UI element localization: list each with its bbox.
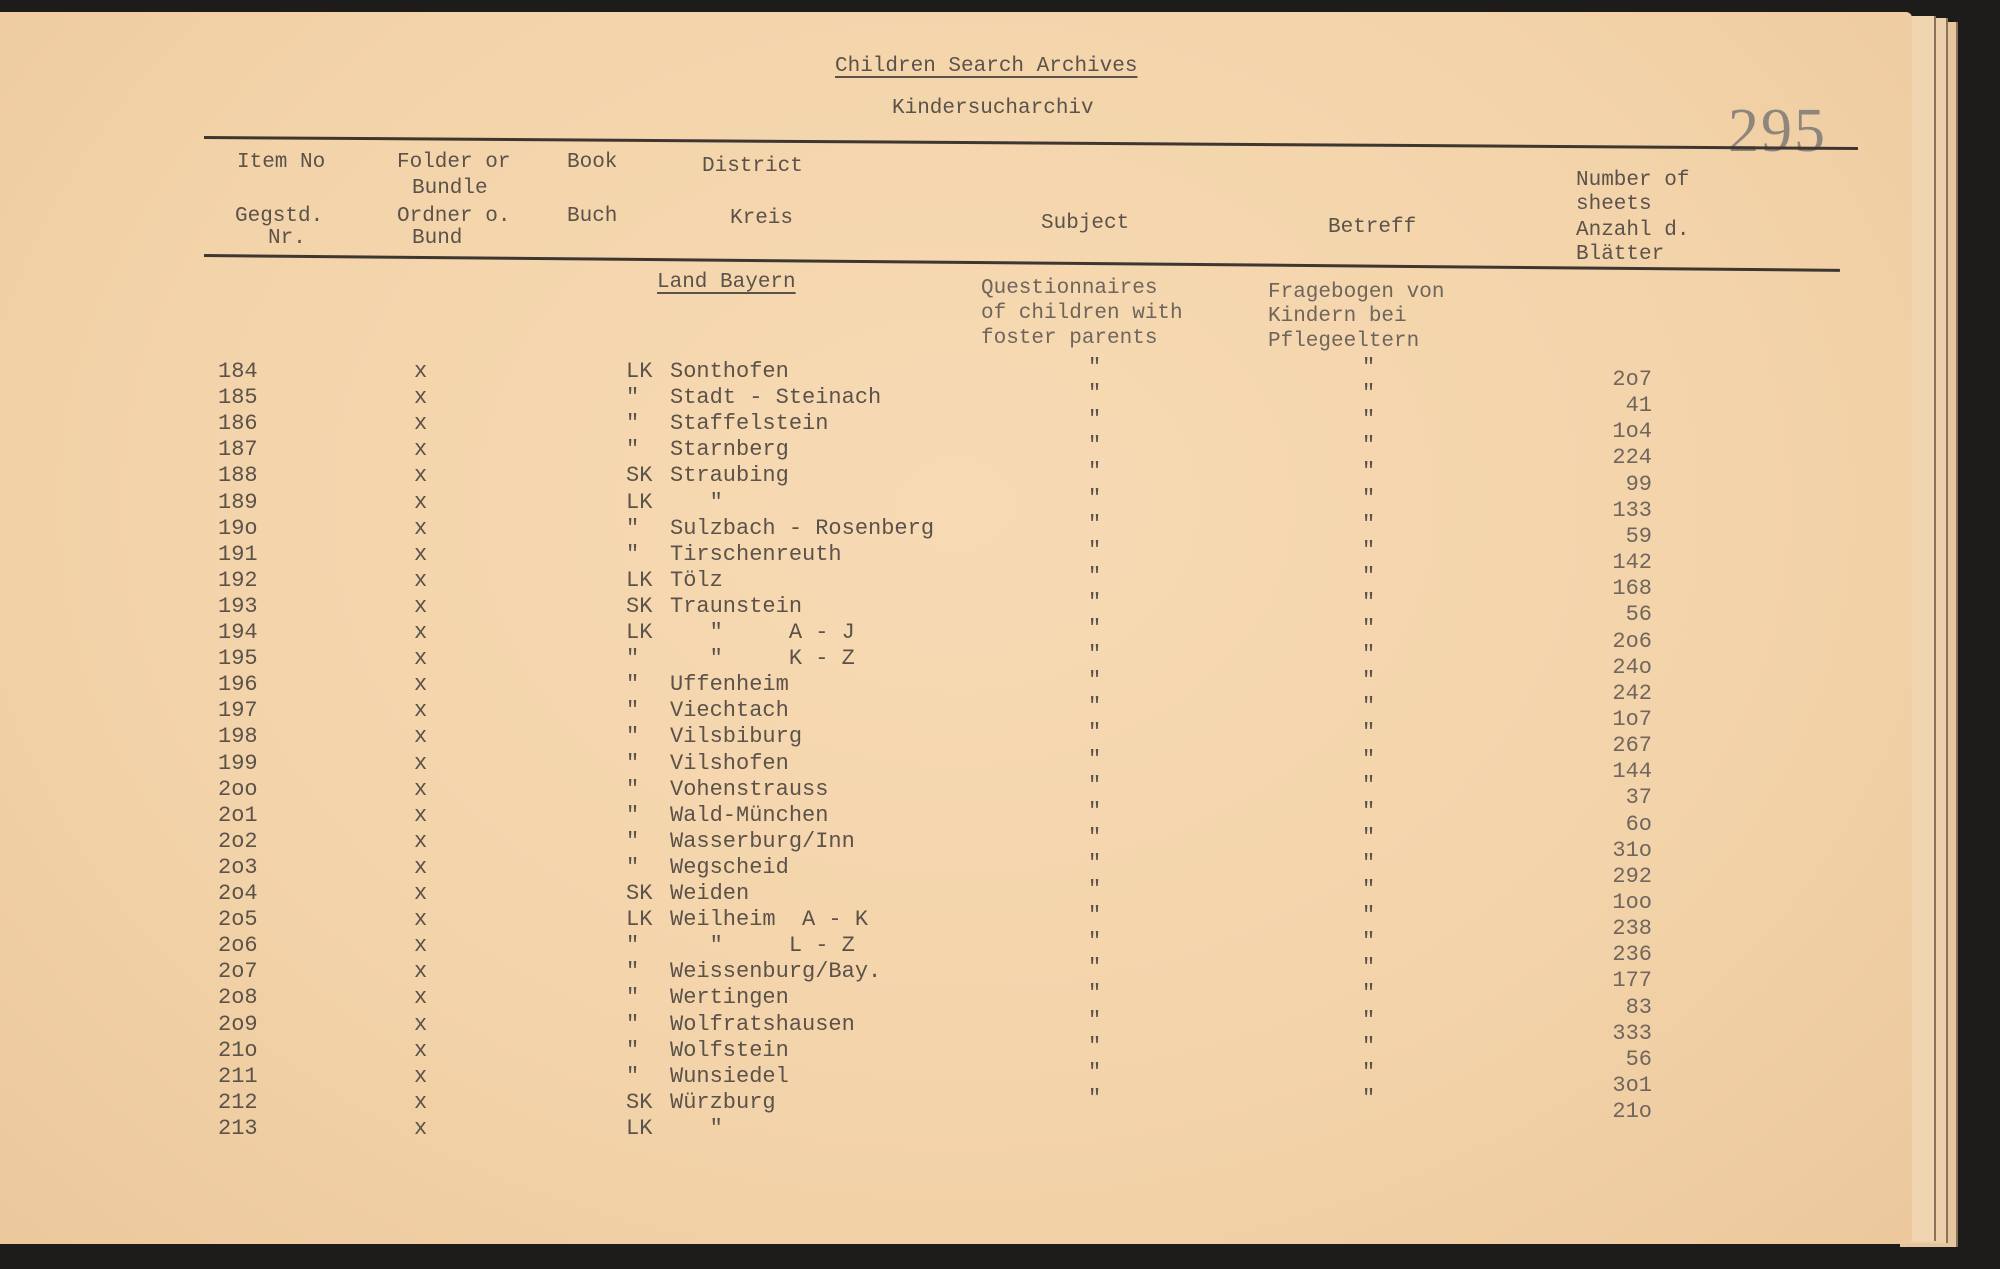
sheet-count: 3o1 <box>1612 1073 1652 1099</box>
folder-mark: x <box>414 985 428 1011</box>
column-header-betreff: Betreff <box>1328 216 1417 239</box>
district-type: " <box>626 698 640 724</box>
folder-mark: x <box>414 1063 428 1089</box>
item-number: 185 <box>218 385 258 411</box>
folder-mark: x <box>414 750 428 776</box>
document-title: Children Search Archives <box>835 55 1138 78</box>
subject-ditto: " <box>1088 355 1102 380</box>
folder-mark: x <box>414 463 428 489</box>
district-name: " <box>670 489 723 515</box>
sheet-count: 144 <box>1612 759 1652 785</box>
column-header-book: Book <box>567 151 618 174</box>
subject-ditto: " <box>1088 903 1102 929</box>
district-name: Wolfratshausen <box>670 1011 855 1037</box>
sheet-count: 333 <box>1612 1020 1652 1046</box>
column-header-subject: Subject <box>1041 212 1130 235</box>
sheet-count: 168 <box>1612 576 1652 602</box>
subject-ditto: " <box>1088 1059 1102 1085</box>
sheet-count: 133 <box>1612 497 1652 523</box>
betreff-ditto: " <box>1362 459 1376 485</box>
district-name: Wunsiedel <box>670 1063 789 1089</box>
betreff-ditto: " <box>1362 955 1376 981</box>
subject-ditto: " <box>1088 824 1102 850</box>
column-header-folder-de-2: Bund <box>412 227 463 250</box>
folder-mark: x <box>414 933 428 959</box>
district-type: " <box>626 1037 640 1063</box>
folder-mark: x <box>414 515 428 541</box>
column-header-book-de: Buch <box>567 205 618 228</box>
folder-mark: x <box>414 593 428 619</box>
item-number: 187 <box>218 437 258 463</box>
subject-ditto: " <box>1088 929 1102 955</box>
betreff-ditto: " <box>1362 537 1376 563</box>
folder-mark: x <box>414 385 428 411</box>
sheet-count: 177 <box>1612 968 1652 994</box>
folder-mark: x <box>414 802 428 828</box>
district-type: SK <box>626 463 653 489</box>
document-page <box>0 12 1912 1244</box>
district-name: Wolfstein <box>670 1037 789 1063</box>
section-subject-line: foster parents <box>981 327 1158 350</box>
district-type: " <box>626 933 640 959</box>
betreff-ditto: " <box>1362 563 1376 589</box>
district-type: " <box>626 959 640 985</box>
district-name: Wald-München <box>670 802 829 828</box>
betreff-ditto: " <box>1362 720 1376 746</box>
subject-ditto: " <box>1088 1033 1102 1059</box>
betreff-ditto: " <box>1362 877 1376 902</box>
column-header-district-de: Kreis <box>730 207 794 230</box>
item-number: 191 <box>218 541 258 567</box>
sheet-count: 267 <box>1612 733 1652 759</box>
column-header-item-de: Gegstd. <box>235 205 324 228</box>
item-number: 196 <box>218 672 258 698</box>
betreff-ditto: " <box>1362 589 1376 615</box>
district-name: Vilshofen <box>670 750 789 776</box>
district-type: " <box>626 828 640 854</box>
district-name: Tirschenreuth <box>670 541 842 567</box>
sheet-count: 1oo <box>1612 890 1652 915</box>
betreff-ditto: " <box>1362 772 1376 798</box>
subject-ditto: " <box>1088 1085 1102 1111</box>
subject-ditto: " <box>1088 589 1102 615</box>
item-number: 192 <box>218 567 258 593</box>
betreff-ditto: " <box>1362 903 1376 929</box>
sheet-count: 2o7 <box>1612 367 1652 392</box>
subject-ditto: " <box>1088 694 1102 720</box>
district-type: " <box>626 646 640 672</box>
betreff-ditto: " <box>1362 642 1376 668</box>
district-type: SK <box>626 1089 653 1115</box>
subject-ditto: " <box>1088 1007 1102 1033</box>
betreff-ditto: " <box>1362 616 1376 641</box>
item-number: 212 <box>218 1089 258 1115</box>
betreff-ditto: " <box>1362 1007 1376 1033</box>
sheet-count: 236 <box>1612 942 1652 968</box>
betreff-ditto: " <box>1362 824 1376 850</box>
subject-ditto: " <box>1088 563 1102 589</box>
subject-ditto: " <box>1088 485 1102 511</box>
district-type: " <box>626 776 640 802</box>
column-header-sheets-4: Blätter <box>1576 243 1665 266</box>
section-subject-line: of children with <box>981 302 1183 325</box>
district-name: Würzburg <box>670 1089 776 1115</box>
district-type: " <box>626 541 640 567</box>
district-type: LK <box>626 620 653 645</box>
folder-mark: x <box>414 698 428 724</box>
sheet-count: 24o <box>1612 654 1652 680</box>
subject-ditto: " <box>1088 616 1102 641</box>
folder-mark: x <box>414 724 428 750</box>
district-name: " L - Z <box>670 933 855 959</box>
betreff-ditto: " <box>1362 1033 1376 1059</box>
sheet-count: 41 <box>1625 393 1652 419</box>
district-name: Weilheim A - K <box>670 907 869 933</box>
betreff-ditto: " <box>1362 1085 1376 1111</box>
betreff-ditto: " <box>1362 929 1376 955</box>
page-number: 295 <box>1728 97 1827 165</box>
item-number: 198 <box>218 724 258 750</box>
column-header-folder: Folder or <box>397 151 511 174</box>
sheet-count: 1o4 <box>1612 419 1652 445</box>
sheet-count: 238 <box>1612 916 1652 942</box>
item-number: 19o <box>218 515 258 541</box>
subject-ditto: " <box>1088 668 1102 694</box>
item-number: 2o7 <box>218 959 258 985</box>
folder-mark: x <box>414 776 428 802</box>
folder-mark: x <box>414 1089 428 1115</box>
district-type: " <box>626 985 640 1011</box>
district-type: " <box>626 437 640 463</box>
district-name: Stadt - Steinach <box>670 385 882 411</box>
betreff-ditto: " <box>1362 1059 1376 1085</box>
district-name: Vohenstrauss <box>670 776 829 802</box>
column-header-item: Item No <box>237 151 326 174</box>
folder-mark: x <box>414 959 428 985</box>
sheet-count: 21o <box>1612 1099 1652 1125</box>
district-name: Weissenburg/Bay. <box>670 959 882 985</box>
item-number: 2o9 <box>218 1011 258 1037</box>
folder-mark: x <box>414 672 428 698</box>
folder-mark: x <box>414 881 428 906</box>
item-number: 194 <box>218 620 258 645</box>
folder-mark: x <box>414 1011 428 1037</box>
subject-ditto: " <box>1088 772 1102 798</box>
district-type: " <box>626 750 640 776</box>
district-name: Tölz <box>670 567 723 593</box>
subject-ditto: " <box>1088 537 1102 563</box>
folder-mark: x <box>414 567 428 593</box>
district-type: LK <box>626 489 653 515</box>
district-name: Traunstein <box>670 593 803 619</box>
subject-ditto: " <box>1088 642 1102 668</box>
column-header-sheets-3: Anzahl d. <box>1576 219 1690 242</box>
section-betreff-line: Pflegeeltern <box>1268 330 1420 353</box>
subject-ditto: " <box>1088 720 1102 746</box>
sheet-count: 292 <box>1612 863 1652 889</box>
district-type: SK <box>626 593 653 619</box>
subject-ditto: " <box>1088 850 1102 876</box>
sheet-count: 142 <box>1612 550 1652 576</box>
item-number: 189 <box>218 489 258 515</box>
item-number: 184 <box>218 359 258 384</box>
subject-ditto: " <box>1088 955 1102 981</box>
folder-mark: x <box>414 541 428 567</box>
betreff-ditto: " <box>1362 433 1376 459</box>
sheet-count: 1o7 <box>1612 706 1652 732</box>
sheet-count: 2o6 <box>1612 628 1652 654</box>
item-number: 2o1 <box>218 802 258 828</box>
folder-mark: x <box>414 437 428 463</box>
district-type: " <box>626 385 640 411</box>
item-number: 21o <box>218 1037 258 1063</box>
section-betreff-line: Fragebogen von <box>1268 281 1445 304</box>
item-number: 2o3 <box>218 854 258 880</box>
column-header-district: District <box>702 155 803 178</box>
sheet-count: 224 <box>1612 445 1652 471</box>
sheet-count: 242 <box>1612 680 1652 706</box>
subject-ditto: " <box>1088 981 1102 1007</box>
column-header-folder-de: Ordner o. <box>397 205 511 228</box>
column-header-sheets: Number of <box>1576 169 1690 192</box>
district-name: Sonthofen <box>670 359 789 384</box>
section-betreff-line: Kindern bei <box>1268 305 1407 328</box>
subject-ditto: " <box>1088 407 1102 433</box>
item-number: 186 <box>218 411 258 437</box>
betreff-ditto: " <box>1362 981 1376 1007</box>
item-number: 2o5 <box>218 907 258 933</box>
folder-mark: x <box>414 828 428 854</box>
subject-ditto: " <box>1088 746 1102 772</box>
column-header-sheets-2: sheets <box>1576 193 1652 216</box>
district-type: " <box>626 411 640 437</box>
district-name: Starnberg <box>670 437 789 463</box>
item-number: 188 <box>218 463 258 489</box>
betreff-ditto: " <box>1362 798 1376 824</box>
district-type: " <box>626 724 640 750</box>
item-number: 2o4 <box>218 881 258 906</box>
district-type: " <box>626 672 640 698</box>
district-type: LK <box>626 1115 653 1141</box>
betreff-ditto: " <box>1362 694 1376 720</box>
column-header-folder-2: Bundle <box>412 177 488 200</box>
item-number: 2o6 <box>218 933 258 959</box>
district-name: Straubing <box>670 463 789 489</box>
folder-mark: x <box>414 359 428 384</box>
item-number: 2oo <box>218 776 258 802</box>
item-number: 193 <box>218 593 258 619</box>
district-type: LK <box>626 907 653 933</box>
district-name: Sulzbach - Rosenberg <box>670 515 935 541</box>
district-type: " <box>626 1011 640 1037</box>
document-subtitle: Kindersucharchiv <box>892 97 1094 120</box>
betreff-ditto: " <box>1362 850 1376 876</box>
folder-mark: x <box>414 646 428 672</box>
folder-mark: x <box>414 411 428 437</box>
item-number: 2o8 <box>218 985 258 1011</box>
sheet-count: 37 <box>1625 785 1652 811</box>
district-type: LK <box>626 359 653 384</box>
betreff-ditto: " <box>1362 668 1376 694</box>
district-name: Wasserburg/Inn <box>670 828 855 854</box>
subject-ditto: " <box>1088 433 1102 459</box>
sheet-count: 99 <box>1625 471 1652 497</box>
item-number: 199 <box>218 750 258 776</box>
district-type: " <box>626 802 640 828</box>
item-number: 2o2 <box>218 828 258 854</box>
subject-ditto: " <box>1088 511 1102 537</box>
sheet-count: 56 <box>1625 602 1652 628</box>
item-number: 197 <box>218 698 258 724</box>
folder-mark: x <box>414 1037 428 1063</box>
sheet-count: 59 <box>1625 523 1652 549</box>
folder-mark: x <box>414 620 428 645</box>
district-name: " <box>670 1115 723 1141</box>
district-type: " <box>626 854 640 880</box>
item-number: 195 <box>218 646 258 672</box>
item-number: 211 <box>218 1063 258 1089</box>
district-type: " <box>626 1063 640 1089</box>
subject-ditto: " <box>1088 459 1102 485</box>
district-type: SK <box>626 881 653 906</box>
betreff-ditto: " <box>1362 746 1376 772</box>
subject-ditto: " <box>1088 381 1102 407</box>
district-name: Viechtach <box>670 698 789 724</box>
district-name: Weiden <box>670 881 750 906</box>
subject-ditto: " <box>1088 798 1102 824</box>
district-name: " K - Z <box>670 646 855 672</box>
district-name: Wegscheid <box>670 854 789 880</box>
item-number: 213 <box>218 1115 258 1141</box>
district-name: Uffenheim <box>670 672 789 698</box>
district-name: " A - J <box>670 620 855 645</box>
sheet-count: 6o <box>1625 811 1652 837</box>
section-subject-line: Questionnaires <box>981 277 1158 300</box>
header-top-rule <box>204 136 1858 150</box>
folder-mark: x <box>414 854 428 880</box>
district-name: Wertingen <box>670 985 789 1011</box>
district-type: " <box>626 515 640 541</box>
sheet-count: 56 <box>1625 1046 1652 1072</box>
subject-ditto: " <box>1088 877 1102 902</box>
folder-mark: x <box>414 907 428 933</box>
district-type: LK <box>626 567 653 593</box>
district-name: Vilsbiburg <box>670 724 803 750</box>
betreff-ditto: " <box>1362 485 1376 511</box>
district-name: Staffelstein <box>670 411 829 437</box>
betreff-ditto: " <box>1362 511 1376 537</box>
betreff-ditto: " <box>1362 381 1376 407</box>
betreff-ditto: " <box>1362 355 1376 380</box>
column-header-item-de-nr: Nr. <box>268 227 306 250</box>
sheet-count: 83 <box>1625 994 1652 1020</box>
section-region: Land Bayern <box>657 271 796 294</box>
betreff-ditto: " <box>1362 407 1376 433</box>
sheet-count: 31o <box>1612 837 1652 863</box>
folder-mark: x <box>414 1115 428 1141</box>
folder-mark: x <box>414 489 428 515</box>
